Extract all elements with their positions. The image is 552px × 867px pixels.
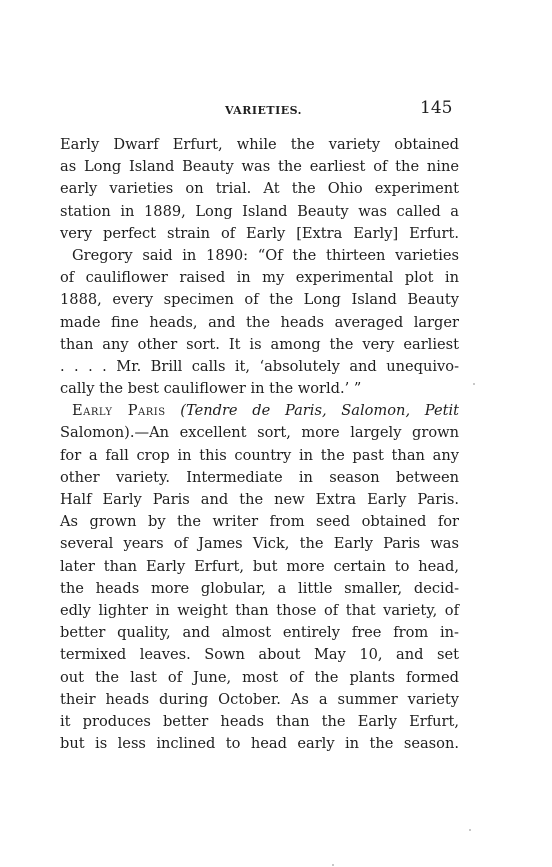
text-line: the heads more globular, a little smaller, decid- (60, 579, 459, 597)
text-line: Gregory said in 1890: “Of the thirteen varieties (72, 246, 459, 264)
entry-heading: Early Paris (72, 402, 166, 420)
text-line: better quality, and almost entirely free from in- (60, 624, 459, 642)
text-line: Early Dwarf Erfurt, while the variety obtained (60, 136, 459, 153)
text-line: Half Early Paris and the new Extra Early Paris. (60, 491, 459, 508)
text-line: made fine heads, and the heads averaged larger (60, 313, 459, 331)
text-line: other variety. Intermediate in season between (60, 468, 459, 486)
text-line: as Long Island Beauty was the earliest of the nine (60, 158, 459, 176)
body-text (60, 134, 459, 755)
text-line: for a fall crop in this country in the past than any (60, 446, 459, 464)
text-line: it produces better heads than the Early Erfurt, (60, 712, 459, 730)
text-line: Salomon).—An excellent sort, more largely grown (60, 424, 459, 442)
text-line: very perfect strain of Early [Extra Early] Erfurt. (60, 224, 459, 242)
text-line: . . . . Mr. Brill calls it, ‘absolutely and unequivo- (60, 357, 459, 375)
text-line: termixed leaves. Sown about May 10, and set (60, 646, 459, 664)
entry-heading-line (60, 400, 459, 422)
text-line: 1888, every specimen of the Long Island Beauty (60, 291, 459, 309)
paper-speck (473, 383, 475, 385)
text-line: early varieties on trial. At the Ohio experiment (60, 180, 459, 198)
running-head (60, 98, 460, 124)
text-line: but is less inclined to head early in the season. (60, 735, 459, 753)
text-line: station in 1889, Long Island Beauty was called a (60, 202, 459, 220)
text-line: As grown by the writer from seed obtained for (60, 513, 459, 531)
paper-speck (332, 864, 334, 866)
text-line: edly lighter in weight than those of that variety, of (60, 601, 459, 619)
text-line: cally the best cauliflower in the world.’ ” (60, 380, 362, 398)
text-line: their heads during October. As a summer variety (60, 690, 459, 708)
page-number: 145 (420, 98, 453, 118)
text-line: out the last of June, most of the plants formed (60, 668, 459, 686)
text-line: than any other sort. It is among the very earliest (60, 335, 459, 353)
text-line: of cauliflower raised in my experimental plot in (60, 269, 459, 287)
paper-speck (469, 829, 471, 831)
synonyms: (Tendre de Paris, Salomon, Petit (180, 402, 459, 420)
text-line: several years of James Vick, the Early Paris was (60, 535, 459, 553)
text-line: later than Early Erfurt, but more certain to head, (60, 557, 459, 575)
running-title: VARIETIES. (225, 104, 302, 117)
